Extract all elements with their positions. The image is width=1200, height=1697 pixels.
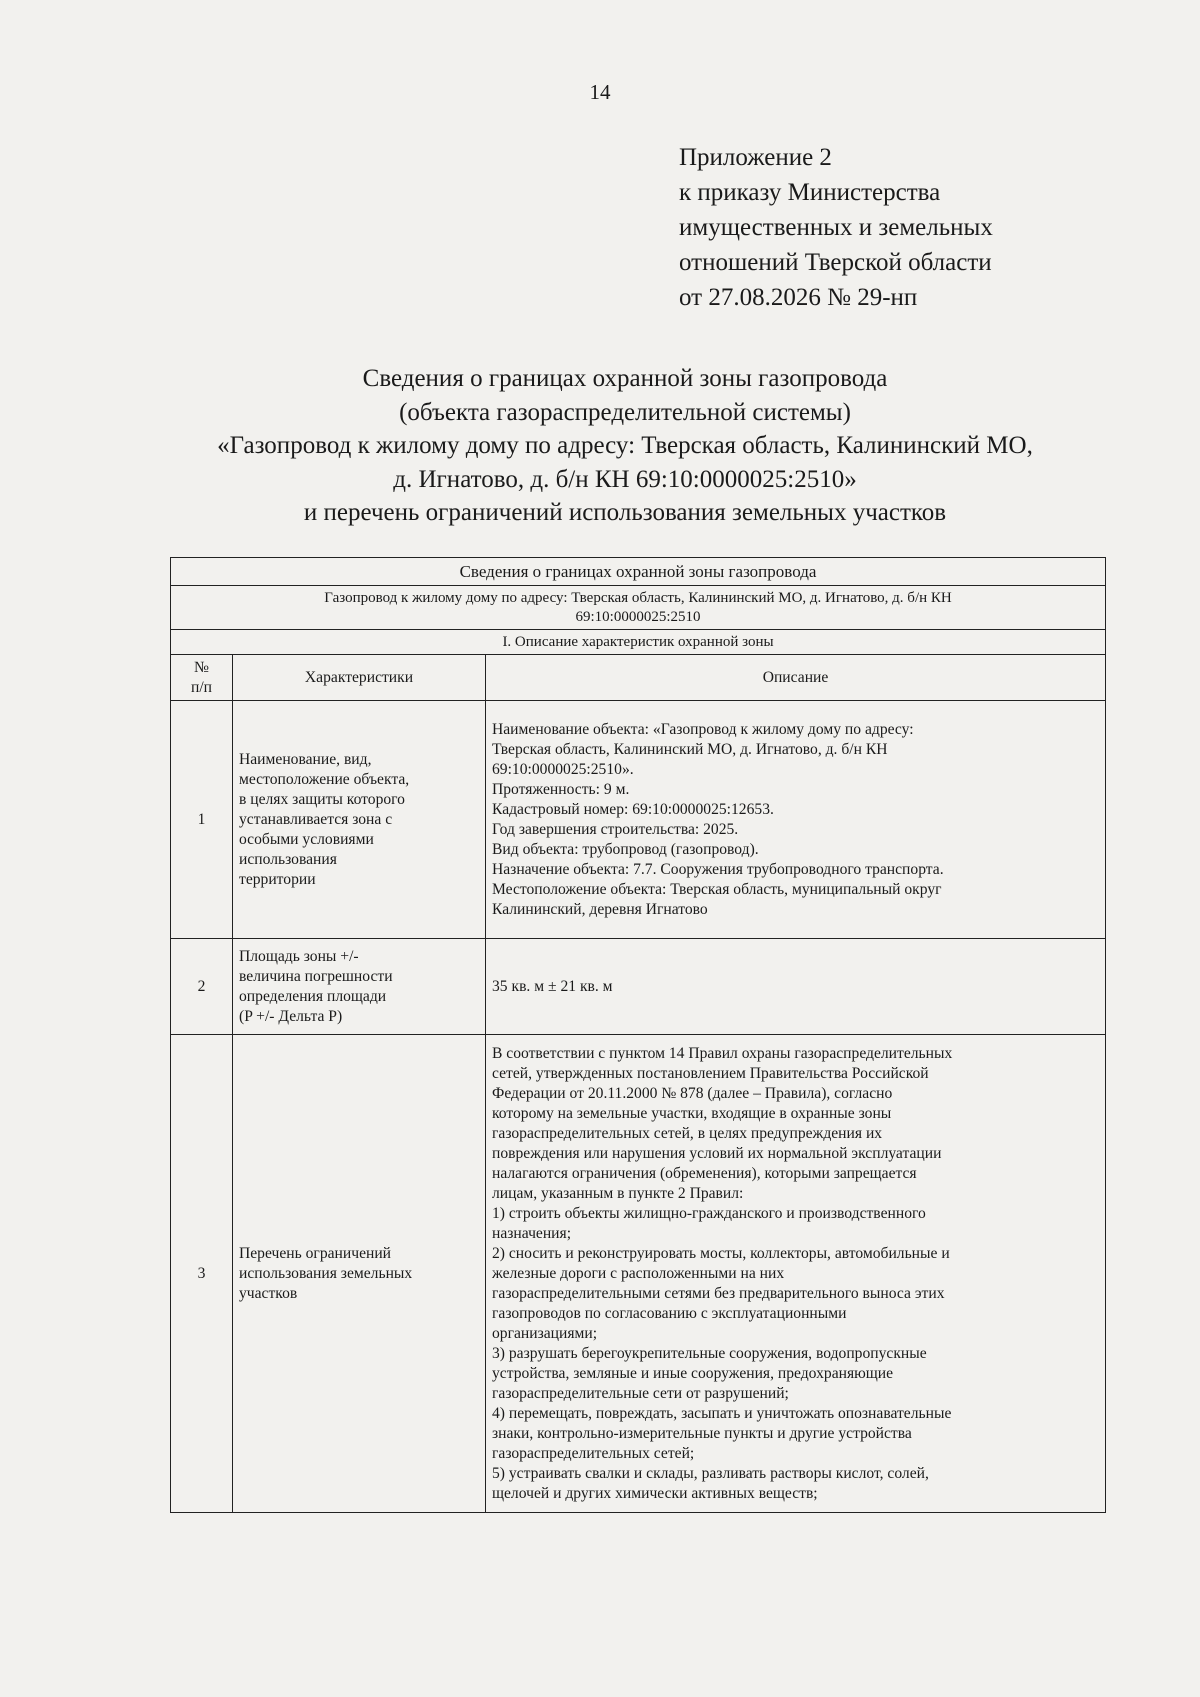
row-characteristic: [233, 939, 486, 1035]
appendix-line: Приложение 2: [679, 144, 832, 171]
desc-line: организациями;: [492, 1324, 598, 1342]
desc-line: железные дороги с расположенными на них: [492, 1264, 785, 1282]
row-number: 3: [171, 1035, 233, 1513]
desc-line: Наименование объекта: «Газопровод к жилому дому по адресу:: [492, 720, 914, 738]
desc-line: повреждения или нарушения условий их нормальной эксплуатации: [492, 1144, 942, 1162]
desc-line: 35 кв. м ± 21 кв. м: [492, 977, 613, 995]
column-header-num: [171, 655, 233, 701]
appendix-line: отношений Тверской области: [679, 249, 992, 276]
desc-line: 4) перемещать, повреждать, засыпать и уничтожать опознавательные: [492, 1404, 952, 1422]
row-characteristic: [233, 701, 486, 939]
desc-line: газораспределительные сети от разрушений;: [492, 1384, 789, 1402]
char-line: определения площади: [239, 987, 387, 1005]
table-row: [171, 701, 1106, 939]
char-line: территории: [239, 870, 316, 888]
title-line: и перечень ограничений использования земельных участков: [303, 499, 947, 526]
zone-table: [170, 557, 1106, 1513]
char-line: (P +/- Дельта P): [239, 1007, 343, 1025]
char-line: Площадь зоны +/-: [239, 947, 359, 965]
desc-line: газопроводов по согласованию с эксплуатационными: [492, 1304, 847, 1322]
desc-line: В соответствии с пунктом 14 Правил охраны газораспределительных: [492, 1044, 953, 1062]
char-line: использования: [239, 850, 337, 868]
table-row: [171, 1035, 1106, 1513]
desc-line: Тверская область, Калининский МО, д. Игнатово, д. б/н КН: [492, 740, 888, 758]
desc-line: 1) строить объекты жилищно-гражданского и производственного: [492, 1204, 926, 1222]
title-line: Сведения о границах охранной зоны газопровода: [362, 365, 888, 392]
row-number: 2: [171, 939, 233, 1035]
desc-line: щелочей и других химически активных веществ;: [492, 1484, 818, 1502]
char-line: особыми условиями: [239, 830, 374, 848]
desc-line: сетей, утвержденных постановлением Правительства Российской: [492, 1064, 929, 1082]
char-line: величина погрешности: [239, 967, 393, 985]
desc-line: назначения;: [492, 1224, 572, 1242]
char-line: местоположение объекта,: [239, 770, 410, 788]
table-header-title: Сведения о границах охранной зоны газопровода: [171, 558, 1106, 586]
desc-line: Год завершения строительства: 2025.: [492, 820, 739, 838]
row-description: [486, 1035, 1106, 1513]
char-line: использования земельных: [239, 1264, 413, 1282]
table-row: [171, 939, 1106, 1035]
col-num-line: №: [194, 658, 209, 676]
appendix-block: [679, 140, 993, 315]
table-header-row: [171, 558, 1106, 586]
char-line: Наименование, вид,: [239, 750, 372, 768]
desc-line: налагаются ограничения (обременения), которыми запрещается: [492, 1164, 917, 1182]
desc-line: Кадастровый номер: 69:10:0000025:12653.: [492, 800, 774, 818]
desc-line: Федерации от 20.11.2000 № 878 (далее – Правила), согласно: [492, 1084, 893, 1102]
char-line: Перечень ограничений: [239, 1244, 392, 1262]
appendix-line: имущественных и земельных: [679, 214, 993, 241]
row-description: [486, 939, 1106, 1035]
desc-line: знаки, контрольно-измерительные пункты и другие устройства: [492, 1424, 912, 1442]
desc-line: Местоположение объекта: Тверская область, муниципальный округ: [492, 880, 942, 898]
column-header-characteristics: Характеристики: [233, 655, 486, 701]
desc-line: лицам, указанным в пункте 2 Правил:: [492, 1184, 744, 1202]
table-section-title: I. Описание характеристик охранной зоны: [171, 630, 1106, 655]
page-number: 14: [589, 80, 611, 104]
desc-line: газораспределительными сетями без предварительного выноса этих: [492, 1284, 945, 1302]
row-number: 1: [171, 701, 233, 939]
desc-line: которому на земельные участки, входящие в охранные зоны: [492, 1104, 892, 1122]
title-line: д. Игнатово, д. б/н КН 69:10:0000025:2510»: [393, 465, 857, 493]
document-title: [150, 362, 1100, 530]
desc-line: 3) разрушать берегоукрепительные сооружения, водопропускные: [492, 1344, 927, 1362]
appendix-line: от 27.08.2026 № 29-нп: [679, 284, 918, 311]
desc-line: устройства, земляные и иные сооружения, предохраняющие: [492, 1364, 894, 1382]
title-line: (объекта газораспределительной системы): [399, 398, 851, 426]
desc-line: 5) устраивать свалки и склады, разливать растворы кислот, солей,: [492, 1464, 929, 1482]
appendix-line: к приказу Министерства: [679, 179, 941, 206]
char-line: устанавливается зона с: [239, 810, 393, 828]
desc-line: газораспределительных сетей, в целях предупреждения их: [492, 1124, 883, 1142]
table-columns-row: [171, 655, 1106, 701]
table-object-cell: [171, 586, 1106, 630]
column-header-description: Описание: [486, 655, 1106, 701]
desc-line: Калининский, деревня Игнатово: [492, 900, 708, 918]
desc-line: 69:10:0000025:2510».: [492, 760, 634, 778]
object-line: Газопровод к жилому дому по адресу: Тверская область, Калининский МО, д. Игнатово, д. б/н КН: [324, 589, 952, 606]
table-object-row: [171, 586, 1106, 630]
desc-line: газораспределительных сетей;: [492, 1444, 695, 1462]
title-line: «Газопровод к жилому дому по адресу: Тверская область, Калининский МО,: [217, 432, 1033, 459]
object-line: 69:10:0000025:2510: [575, 608, 701, 625]
desc-line: Протяженность: 9 м.: [492, 780, 630, 798]
row-description: [486, 701, 1106, 939]
row-characteristic: [233, 1035, 486, 1513]
char-line: участков: [239, 1284, 298, 1302]
table-section-row: [171, 630, 1106, 655]
desc-line: 2) сносить и реконструировать мосты, коллекторы, автомобильные и: [492, 1244, 950, 1262]
desc-line: Назначение объекта: 7.7. Сооружения трубопроводного транспорта.: [492, 860, 944, 878]
char-line: в целях защиты которого: [239, 790, 405, 808]
desc-line: Вид объекта: трубопровод (газопровод).: [492, 840, 759, 858]
col-num-line: п/п: [190, 678, 213, 696]
